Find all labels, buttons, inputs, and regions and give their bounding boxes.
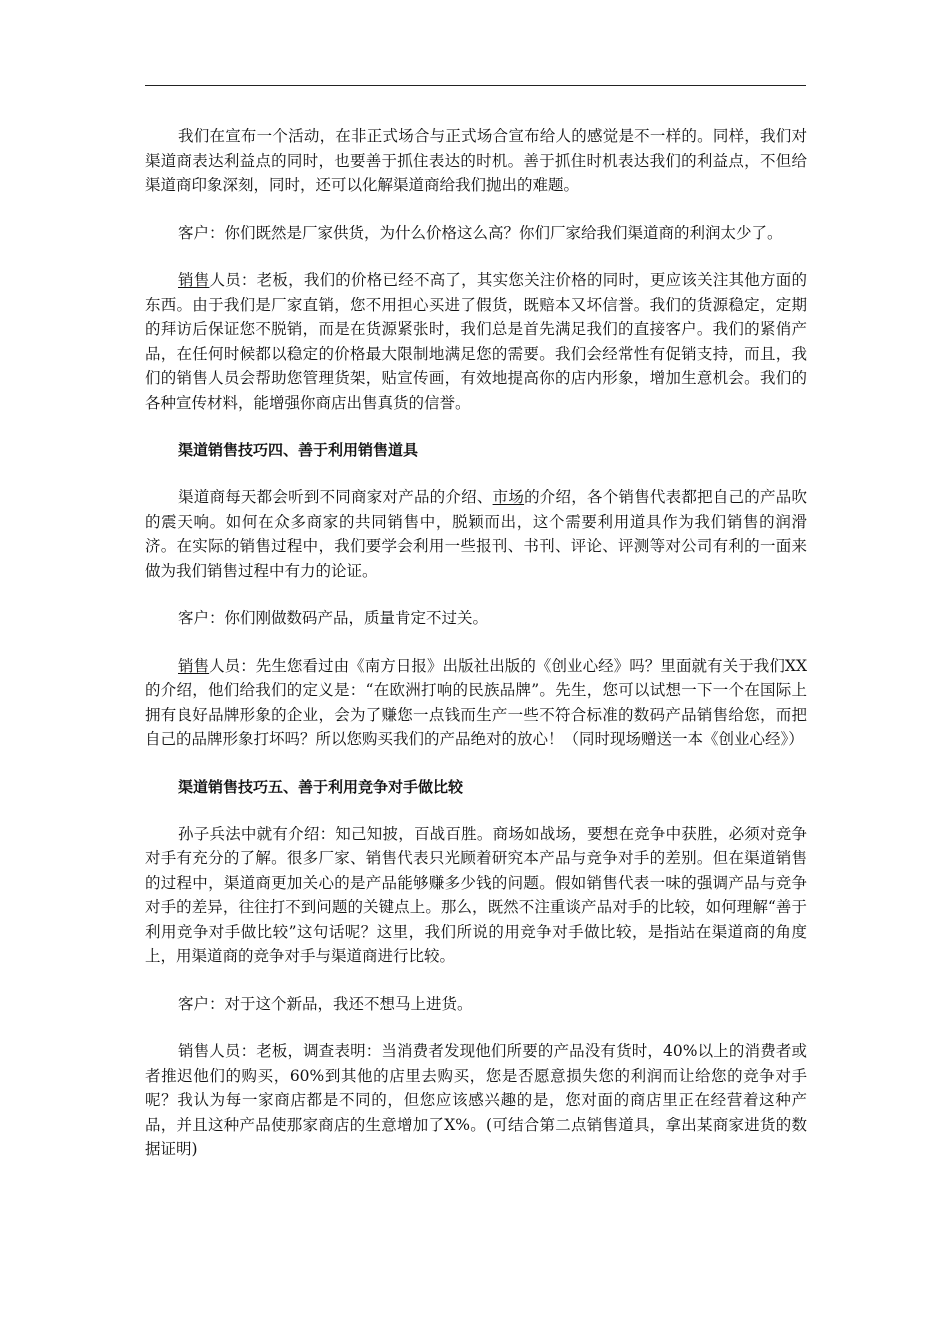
paragraph-text: 的介绍，各个销售代表都把自己的产品吹的震天响。如何在众多商家的共同销售中，脱颖而出，这个需要利用道具作为我们销售的润滑济。在实际的销售过程中，我们要学会利用一些报刊、书刊、评论、评测等对公司有利的一面来做为我们销售过程中有力的论证。 — [145, 488, 807, 580]
paragraph-sales-props — [145, 485, 807, 583]
header-rule — [145, 85, 806, 86]
paragraph-salesperson-survey-answer: 销售人员：老板，调查表明：当消费者发现他们所要的产品没有货时，40%以上的消费者或者推迟他们的购买，60%到其他的店里去购买，您是否愿意损失您的利润而让给您的竞争对手呢？我认为每一家商店都是不同的，但您应该感兴趣的是，您对面的商店里正在经营着这种产品，并且这种产品使那家商店的生意增加了X%。(可结合第二点销售道具，拿出某商家进货的数据证明) — [145, 1042, 807, 1158]
paragraph-timing-intro: 我们在宣布一个活动，在非正式场合与正式场合宣布给人的感觉是不一样的。同样，我们对渠道商表达利益点的同时，也要善于抓住表达的时机。善于抓住时机表达我们的利益点，不但给渠道商印象深刻，同时，还可以化解渠道商给我们抛出的难题。 — [145, 127, 807, 194]
paragraph-competitor-comparison: 孙子兵法中就有介绍：知己知披，百战百胜。商场如战场，要想在竞争中获胜，必须对竞争对手有充分的了解。很多厂家、销售代表只光顾着研究本产品与竞争对手的差别。但在渠道销售的过程中，渠道商更加关心的是产品能够赚多少钱的问题。假如销售代表一味的强调产品与竞争对手的差异，往往打不到问题的关键点上。那么，既然不注重谈产品对手的比较，如何理解“善于利用竞争对手做比较”这句话呢？这里，我们所说的用竞争对手做比较，是指站在渠道商的角度上，用渠道商的竞争对手与渠道商进行比较。 — [145, 824, 807, 965]
sales-link[interactable]: 销售 — [178, 656, 210, 675]
section-heading-tip-five: 渠道销售技巧五、善于利用竞争对手做比较 — [178, 777, 464, 796]
paragraph-text: 渠道商每天都会听到不同商家对产品的介绍、 — [178, 488, 493, 506]
paragraph-salesperson-price-answer — [145, 268, 807, 415]
sales-link[interactable]: 销售 — [178, 271, 210, 289]
paragraph-text: 人员：先生您看过由《南方日报》出版社出版的《创业心经》吗？里面就有关于我们XX的介绍，他们给我们的定义是：“在欧洲打响的民族品牌”。先生，您可以试想一下一个在国际上拥有良好品牌形象的企业，会为了赚您一点钱而生产一些不符合标准的数码产品销售给您，而把自己的品牌形象打坏吗？所以您购买我们的产品绝对的放心！（同时现场赠送一本《创业心经》） — [145, 656, 807, 748]
paragraph-customer-new-product: 客户：对于这个新品，我还不想马上进货。 — [178, 994, 473, 1013]
document-body — [145, 124, 807, 1162]
paragraph-text: 人员：老板，我们的价格已经不高了，其实您关注价格的同时，更应该关注其他方面的东西。由于我们是厂家直销，您不用担心买进了假货，既赔本又坏信誉。我们的货源稳定，定期的拜访后保证您不脱销，而是在货源紧张时，我们总是首先满足我们的直接客户。我们的紧俏产品，在任何时候都以稳定的价格最大限制地满足您的需要。我们会经常性有促销支持，而且，我们的销售人员会帮助您管理货架，贴宣传画，有效地提高你的店内形象，增加生意机会。我们的各种宣传材料，能增强你商店出售真货的信誉。 — [145, 271, 807, 412]
section-heading-tip-four: 渠道销售技巧四、善于利用销售道具 — [178, 441, 419, 459]
market-link[interactable]: 市场 — [492, 488, 525, 506]
paragraph-salesperson-brand-answer — [145, 654, 807, 752]
paragraph-customer-quality-question: 客户：你们刚做数码产品，质量肯定不过关。 — [178, 609, 489, 627]
paragraph-customer-price-question: 客户：你们既然是厂家供货，为什么价格这么高？你们厂家给我们渠道商的利润太少了。 — [178, 223, 783, 242]
